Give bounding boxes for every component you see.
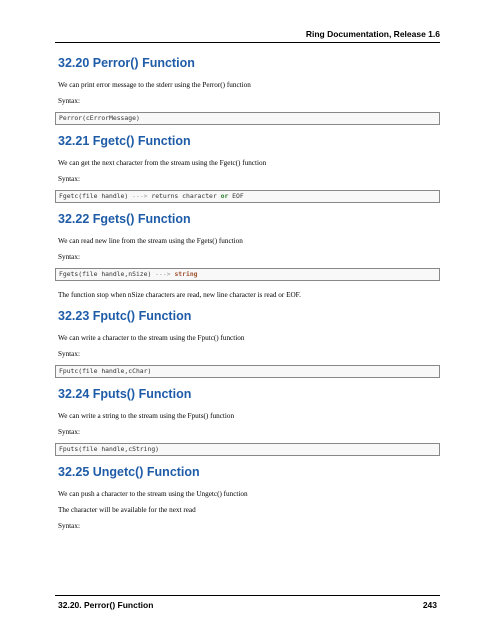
code-block	[55, 112, 440, 125]
code-text: EOF	[228, 192, 244, 200]
code-block	[55, 190, 440, 203]
paragraph: We can print error message to the stderr using the Perror() function	[58, 81, 251, 89]
section-heading: 32.20 Perror() Function	[58, 56, 195, 70]
code-text: Fgetc(file handle)	[59, 192, 133, 200]
code-block	[55, 443, 440, 456]
code-arrow: --->	[155, 270, 171, 278]
paragraph: We can push a character to the stream using the Ungetc() function	[58, 490, 248, 498]
section-fgetc	[55, 134, 440, 203]
section-ungetc	[55, 465, 440, 531]
code-text: Perror(cErrorMessage)	[59, 114, 140, 122]
code-text: Fputc(file handle,cChar)	[59, 367, 152, 375]
code-text: returns character	[147, 192, 221, 200]
section-heading: 32.23 Fputc() Function	[58, 309, 192, 323]
paragraph: We can read new line from the stream using the Fgets() function	[58, 237, 243, 245]
header-rule	[55, 42, 440, 43]
paragraph: Syntax:	[58, 350, 80, 358]
section-heading: 32.22 Fgets() Function	[58, 212, 191, 226]
section-perror	[55, 56, 440, 125]
code-text: Fgets(file handle,nSize)	[59, 270, 156, 278]
section-heading: 32.25 Ungetc() Function	[58, 465, 200, 479]
code-block	[55, 365, 440, 378]
paragraph: Syntax:	[58, 522, 80, 530]
code-arrow: --->	[132, 192, 148, 200]
paragraph: The character will be available for the next read	[58, 506, 196, 514]
code-block	[55, 268, 440, 281]
paragraph: Syntax:	[58, 428, 80, 436]
paragraph: We can write a string to the stream using the Fputs() function	[58, 412, 235, 420]
paragraph: Syntax:	[58, 97, 80, 105]
code-text: Fputs(file handle,cString)	[59, 445, 160, 453]
footer-rule	[55, 595, 440, 596]
section-fputc	[55, 309, 440, 378]
paragraph: Syntax:	[58, 175, 80, 183]
section-heading: 32.21 Fgetc() Function	[58, 134, 191, 148]
paragraph: The function stop when nSize characters are read, new line character is read or EOF.	[58, 291, 301, 299]
section-fputs	[55, 387, 440, 456]
code-keyword: string	[174, 270, 198, 278]
page-number: 243	[422, 600, 437, 610]
paragraph: We can get the next character from the stream using the Fgetc() function	[58, 159, 267, 167]
footer-section-title: 32.20. Perror() Function	[58, 600, 154, 610]
code-keyword: or	[220, 192, 229, 200]
running-header: Ring Documentation, Release 1.6	[305, 29, 440, 39]
page-content	[55, 56, 440, 540]
section-heading: 32.24 Fputs() Function	[58, 387, 192, 401]
paragraph: Syntax:	[58, 253, 80, 261]
paragraph: We can write a character to the stream using the Fputc() function	[58, 334, 245, 342]
section-fgets	[55, 212, 440, 300]
